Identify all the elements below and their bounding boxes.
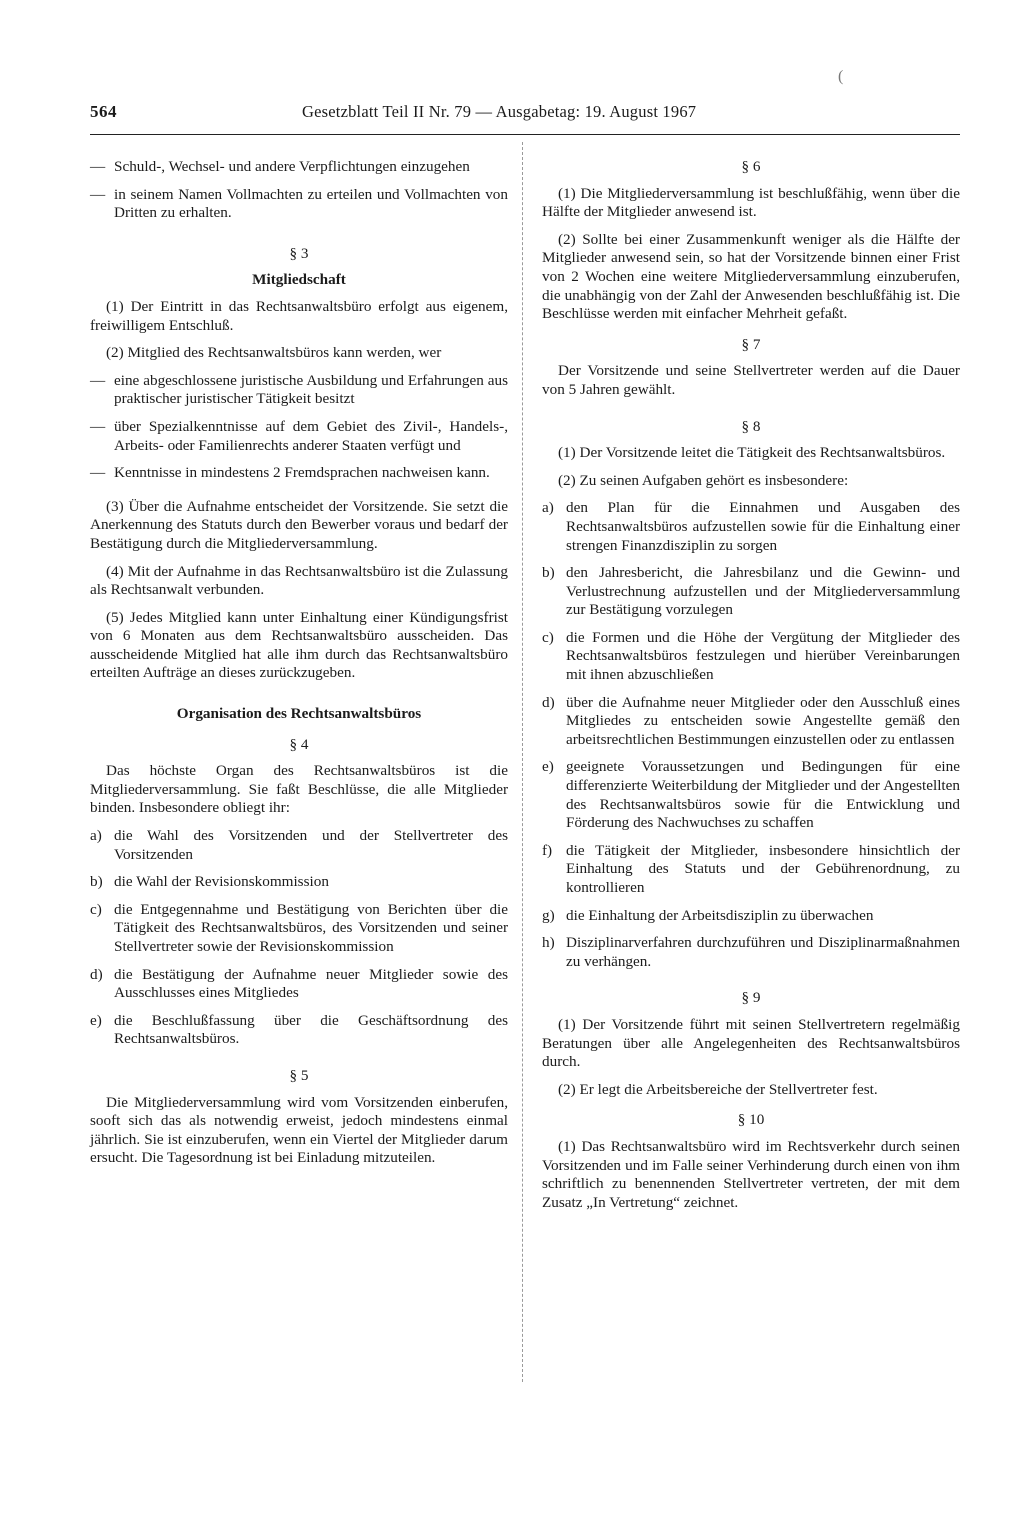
list-marker: b): [90, 873, 103, 891]
paragraph: (2) Er legt die Arbeitsbereiche der Stellvertreter fest.: [558, 1080, 878, 1098]
section-3-sign: § 3: [289, 244, 309, 262]
list-marker: c): [90, 900, 102, 918]
list-item: [90, 418, 508, 455]
list-item: [90, 873, 508, 892]
list-item: [90, 186, 508, 223]
list-item-text: die Bestätigung der Aufnahme neuer Mitglieder sowie des Ausschlusses eines Mitgliedes: [114, 965, 508, 1002]
dash-marker: —: [90, 185, 106, 203]
list-item: [542, 758, 960, 832]
running-head: Gesetzblatt Teil II Nr. 79 — Ausgabetag: 19. August 1967: [302, 102, 697, 121]
paragraph: Der Vorsitzende und seine Stellvertreter werden auf die Dauer von 5 Jahren gewählt.: [542, 362, 960, 398]
paragraph: (4) Mit der Aufnahme in das Rechtsanwaltsbüro ist die Zulassung als Rechtsanwalt verbunden.: [90, 562, 508, 599]
paragraph: (1) Der Vorsitzende leitet die Tätigkeit des Rechtsanwaltsbüros.: [558, 444, 946, 462]
page-header: [90, 102, 960, 132]
column-divider: [522, 142, 523, 1382]
list-item: [90, 372, 508, 409]
list-item-text: Kenntnisse in mindestens 2 Fremdsprachen nachweisen kann.: [114, 464, 490, 482]
section-10-sign: § 10: [737, 1111, 765, 1129]
section-4-sign: § 4: [289, 735, 309, 753]
dash-marker: —: [90, 158, 106, 175]
list-marker: c): [542, 628, 554, 646]
list-item: [90, 464, 508, 483]
list-item-text: eine abgeschlossene juristische Ausbildung und Erfahrungen aus praktischer juristischer Tätigkeit besitzt: [114, 371, 508, 408]
list-item-text: die Einhaltung der Arbeitsdisziplin zu überwachen: [566, 906, 874, 924]
organisation-heading: Organisation des Rechtsanwaltsbüros: [176, 705, 422, 723]
list-item-text: die Beschlußfassung über die Geschäftsordnung des Rechtsanwaltsbüros.: [114, 1011, 508, 1048]
list-marker: h): [542, 934, 555, 952]
list-item-text: über Spezialkenntnisse auf dem Gebiet des Zivil-, Handels-, Arbeits- oder Familienrechts anderer Staaten verfügt und: [114, 417, 508, 454]
list-item-text: die Tätigkeit der Mitglieder, insbesondere hinsichtlich der Einhaltung des Statuts und der Gebührenordnung, zu kontrollieren: [566, 841, 960, 896]
paragraph: Das höchste Organ des Rechtsanwaltsbüros ist die Mitgliederversammlung. Sie faßt Beschlüsse, die alle Mitglieder binden. Insbesondere obliegt ihr:: [90, 762, 508, 817]
paragraph: (1) Der Vorsitzende führt mit seinen Stellvertretern regelmäßig Beratungen über alle Angelegenheiten des Rechtsanwaltsbüros durch.: [542, 1015, 960, 1071]
section-5-sign: § 5: [289, 1066, 309, 1084]
paragraph: Die Mitgliederversammlung wird vom Vorsitzenden einberufen, sooft sich das als notwendig erweist, jedoch mindestens einmal jährlich. Sie ist einzuberufen, wenn ein Viertel der Mitglieder darum ersucht. Die Tagesordnung ist bei Einladung mitzuteilen.: [90, 1093, 508, 1167]
section-9-sign: § 9: [741, 989, 761, 1007]
list-item: [542, 629, 960, 685]
list-marker: e): [542, 758, 554, 776]
list-item-text: in seinem Namen Vollmachten zu erteilen und Vollmachten von Dritten zu erhalten.: [114, 185, 508, 222]
list-item: [542, 934, 960, 971]
list-item-text: die Wahl des Vorsitzenden und der Stellvertreter des Vorsitzenden: [114, 827, 508, 863]
list-marker: g): [542, 906, 555, 924]
paragraph: (1) Der Eintritt in das Rechtsanwaltsbüro erfolgt aus eigenem, freiwilligem Entschluß.: [90, 297, 508, 334]
scan-mark: (: [838, 68, 844, 85]
left-column: [90, 158, 508, 1177]
header-rule: [90, 134, 960, 135]
section-3-title: Mitgliedschaft: [252, 271, 346, 289]
section-6-sign: § 6: [741, 158, 761, 175]
list-item: [90, 1012, 508, 1049]
list-item-text: den Plan für die Einnahmen und Ausgaben des Rechtsanwaltsbüros aufzustellen sowie für die Einhaltung einer strengen Finanzdisziplin zu sorgen: [566, 499, 960, 554]
list-item-text: den Jahresbericht, die Jahresbilanz und die Gewinn- und Verlustrechnung aufzustellen und der Mitgliederversammlung zur Bestätigung vorzulegen: [566, 564, 960, 619]
right-column: [542, 158, 960, 1221]
paragraph: (2) Mitglied des Rechtsanwaltsbüros kann werden, wer: [106, 344, 442, 362]
dash-marker: —: [90, 417, 106, 435]
list-marker: f): [542, 841, 553, 859]
list-item-text: die Wahl der Revisionskommission: [114, 873, 329, 891]
list-item: [90, 901, 508, 957]
list-item: [90, 966, 508, 1003]
section-8-sign: § 8: [741, 417, 761, 435]
paragraph: (5) Jedes Mitglied kann unter Einhaltung einer Kündigungsfrist von 6 Monaten aus dem Rechtsanwaltsbüro ausscheiden. Das ausscheidende Mitglied hat alle ihm durch das Rechtsanwaltsbüro erteilten Aufträge an dieses zurückzugeben.: [90, 608, 508, 682]
list-marker: a): [542, 499, 554, 517]
list-item-text: die Entgegennahme und Bestätigung von Berichten über die Tätigkeit des Rechtsanwaltsbüros, des Vorsitzenden und seiner Stellvertreter sowie der Revisionskommission: [114, 900, 508, 955]
list-item-text: über die Aufnahme neuer Mitglieder oder den Ausschluß eines Mitgliedes zu entscheiden sowie Angestellte gemäß den arbeitsrechtlichen Bestimmungen einzustellen oder zu entlassen: [566, 693, 960, 748]
list-item: [542, 907, 960, 926]
section-7-sign: § 7: [741, 335, 761, 353]
paragraph: (1) Die Mitgliederversammlung ist beschlußfähig, wenn über die Hälfte der Mitglieder anwesend ist.: [542, 184, 960, 221]
list-item: [542, 842, 960, 898]
page-number: 564: [90, 102, 117, 121]
list-marker: a): [90, 827, 102, 845]
list-marker: b): [542, 564, 555, 582]
paragraph: (2) Sollte bei einer Zusammenkunft weniger als die Hälfte der Mitglieder anwesend sein, so hat der Vorsitzende binnen einer Frist von 2 Wochen eine weitere Mitgliederversammlung einzuberufen, die unabhängig von der Zahl der Anwesenden beschlußfähig ist. Die Beschlüsse werden mit einfacher Mehrheit gefaßt.: [542, 230, 960, 323]
list-marker: d): [542, 693, 555, 711]
list-item: [542, 694, 960, 750]
paragraph: (2) Zu seinen Aufgaben gehört es insbesondere:: [558, 471, 849, 489]
list-item-text: die Formen und die Höhe der Vergütung der Mitglieder des Rechtsanwaltsbüros festzulegen und hierüber Vereinbarungen mit ihnen abzuschließen: [566, 628, 960, 684]
list-marker: d): [90, 965, 103, 983]
list-item: [90, 827, 508, 864]
paragraph: (1) Das Rechtsanwaltsbüro wird im Rechtsverkehr durch seinen Vorsitzenden und im Falle seiner Verhinderung durch einen von ihm schriftlich zu benennenden Stellvertreter vertreten, der mit dem Zusatz „In Vertretung“ zeichnet.: [542, 1137, 960, 1211]
list-item-text: Disziplinarverfahren durchzuführen und Disziplinarmaßnahmen zu verhängen.: [566, 934, 960, 970]
paragraph: (3) Über die Aufnahme entscheidet der Vorsitzende. Sie setzt die Anerkennung des Statuts durch den Bewerber voraus und bedarf der Bestätigung durch die Mitgliederversammlung.: [90, 497, 508, 552]
list-item: [90, 158, 508, 177]
dash-marker: —: [90, 371, 106, 389]
list-item: [542, 564, 960, 620]
dash-marker: —: [90, 464, 106, 482]
list-marker: e): [90, 1011, 102, 1029]
list-item: [542, 499, 960, 555]
list-item-text: geeignete Voraussetzungen und Bedingungen für eine differenzierte Weiterbildung der Mitglieder und der Angestellten des Rechtsanwaltsbüros sowie für die Entwicklung und Förderung des Nachwuchses zu schaffen: [566, 758, 960, 832]
list-item-text: Schuld-, Wechsel- und andere Verpflichtungen einzugehen: [114, 158, 470, 175]
